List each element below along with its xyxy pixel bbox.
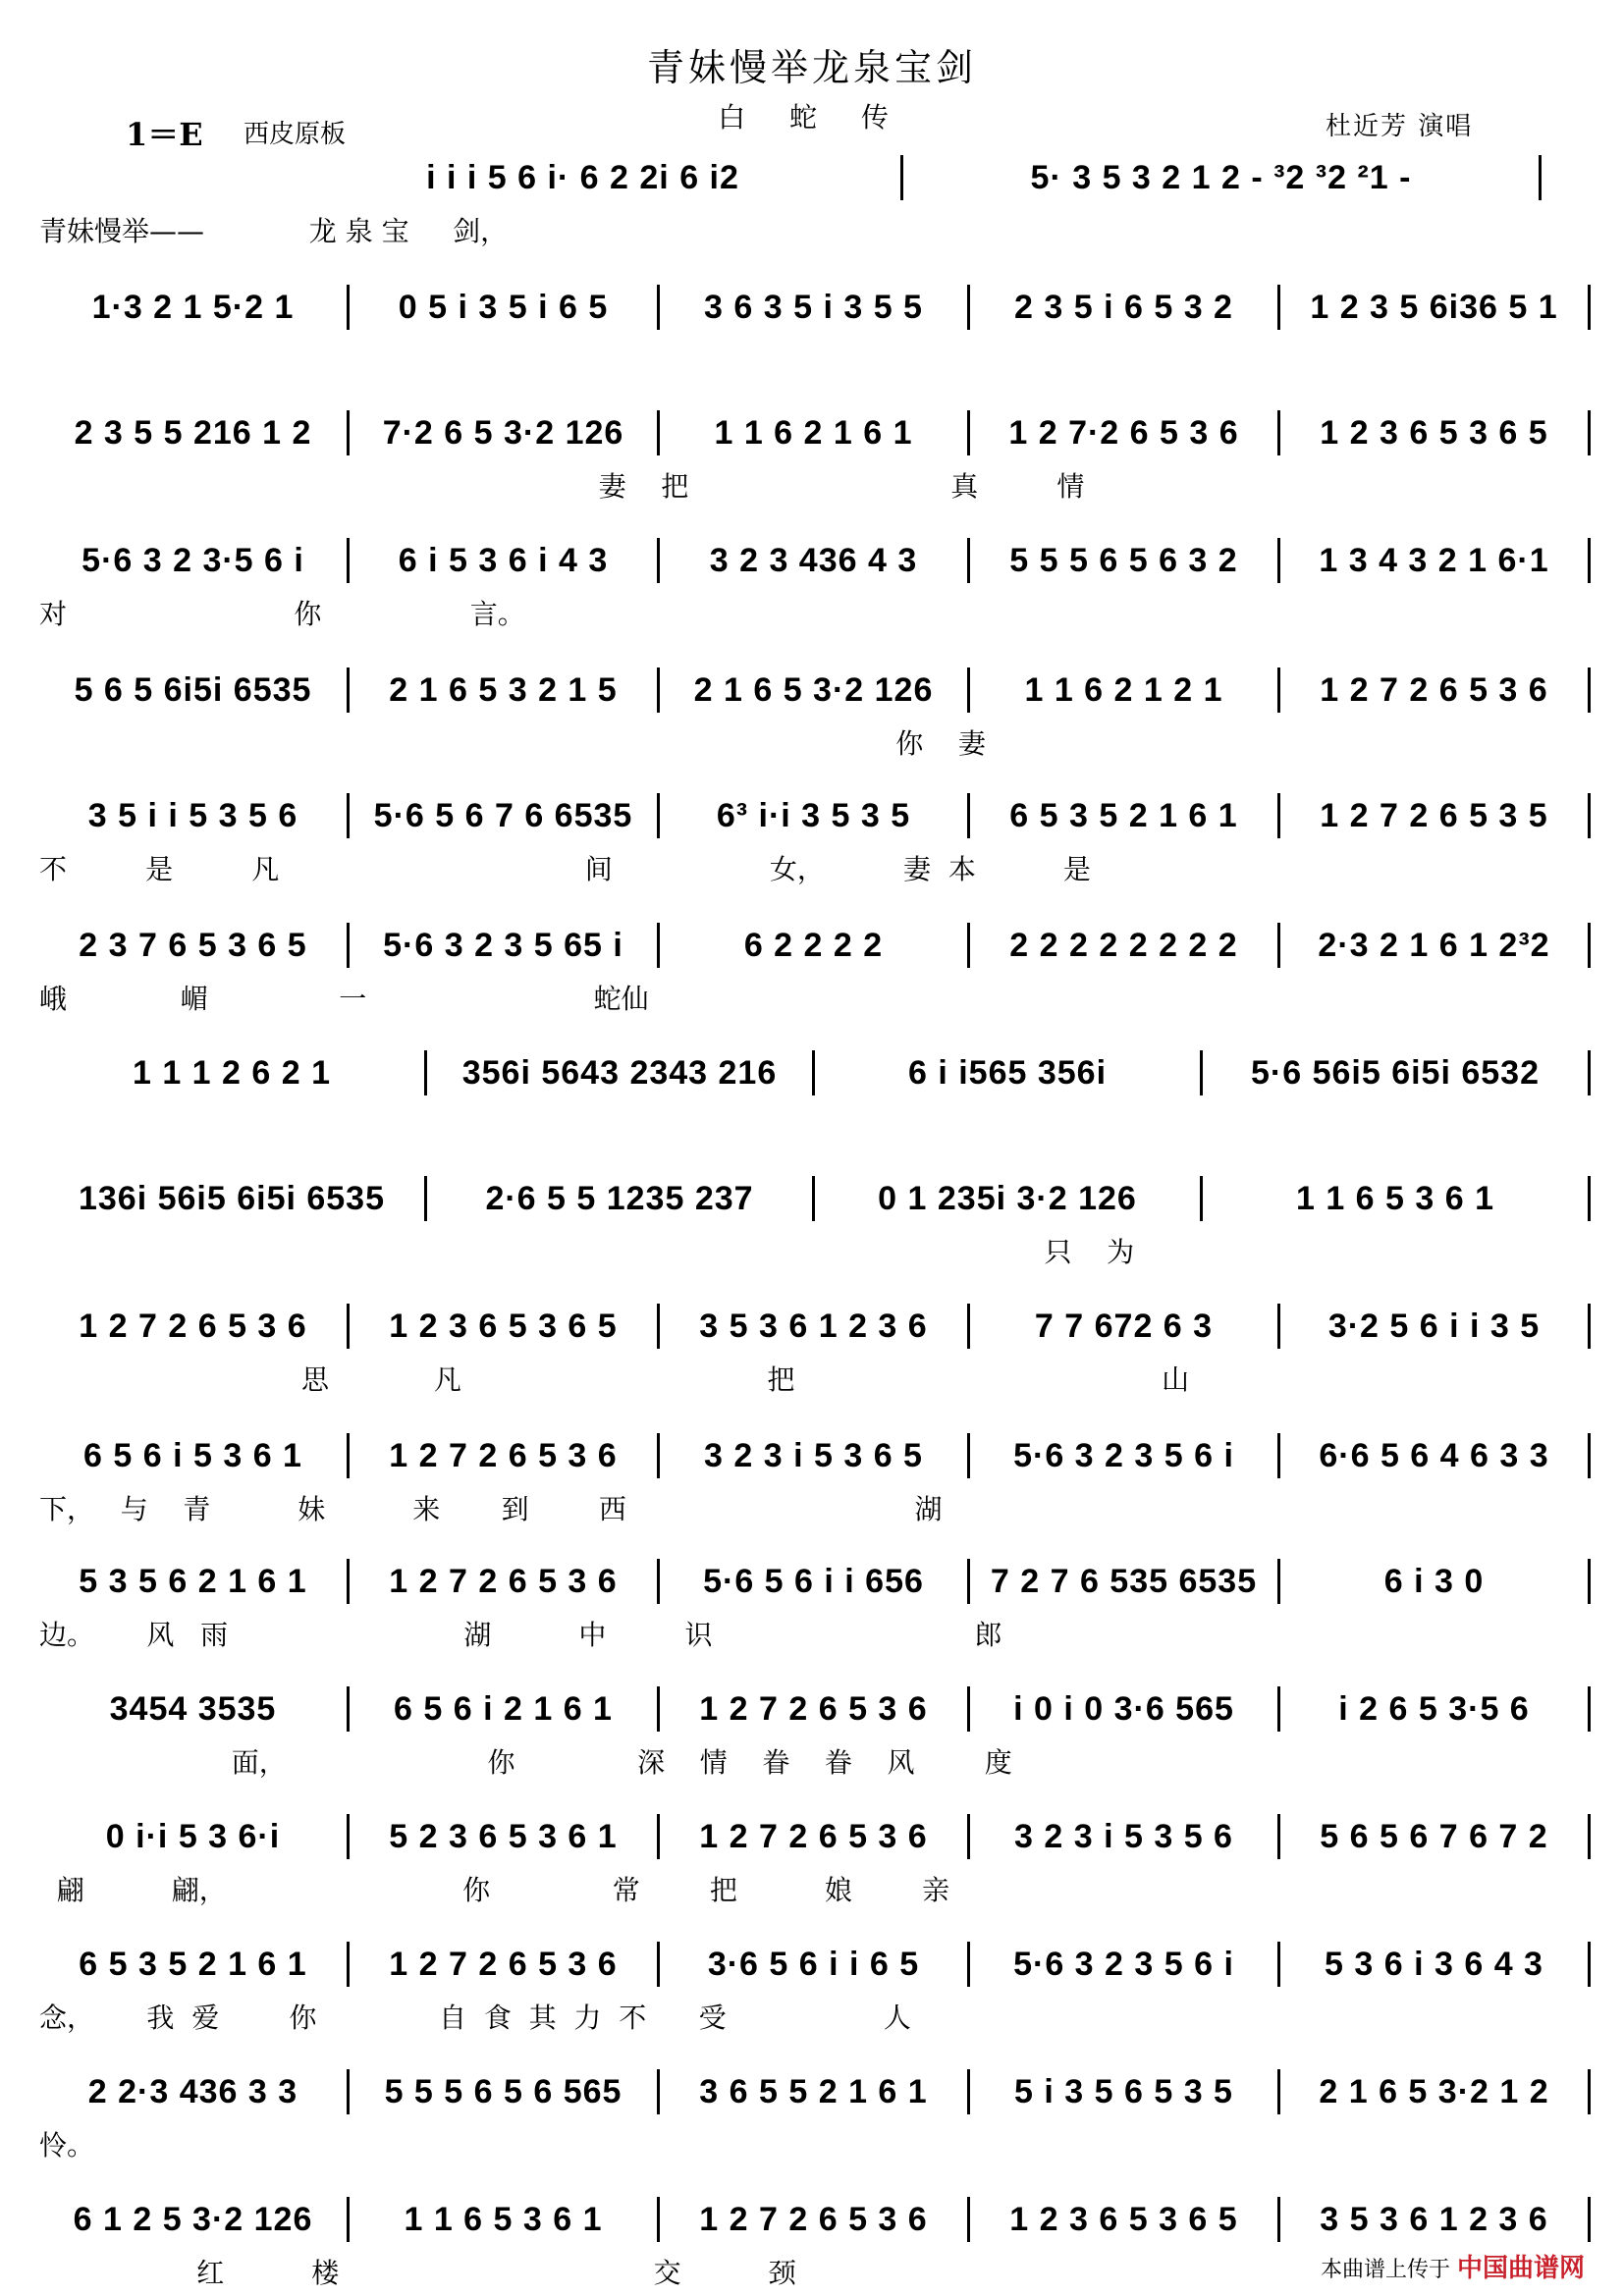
- measure: 3 2 3 i 5 3 5 6: [970, 1814, 1280, 1859]
- measure: 2·3 2 1 6 1 2³2: [1280, 923, 1591, 968]
- opera-name: 白 蛇 传: [718, 101, 906, 133]
- measure: i 2 6 5 3·5 6: [1280, 1686, 1591, 1732]
- score-line: [39, 155, 1542, 247]
- notation-row: [39, 923, 1591, 968]
- lyric-row: 面， 你 深 情 眷 眷 风 度: [39, 1746, 1012, 1779]
- score-line: [39, 1176, 1591, 1268]
- lyric-row: 红 楼 交 颈: [39, 2257, 796, 2289]
- measure: 1 2 7 2 6 5 3 6: [39, 1304, 350, 1349]
- measure: 7 7 672 6 3: [970, 1304, 1280, 1349]
- lyric-row: [39, 340, 1591, 379]
- measure: 3 6 3 5 i 3 5 5: [660, 285, 970, 330]
- measure: 3454 3535: [39, 1686, 350, 1732]
- measure: 7 2 7 6 535 6535: [970, 1559, 1280, 1604]
- measure: 1 2 7 2 6 5 3 6: [1280, 667, 1591, 713]
- measure: 5 5 5 6 5 6 565: [350, 2069, 660, 2114]
- measure: 0 i·i 5 3 6·i: [39, 1814, 350, 1859]
- score-line: [39, 285, 1591, 346]
- measure: 1 2 7 2 6 5 3 6: [660, 1814, 970, 1859]
- measure: 6 i 5 3 6 i 4 3: [350, 538, 660, 583]
- measure: 1 2 7 2 6 5 3 6: [660, 1686, 970, 1732]
- measure: 3 5 3 6 1 2 3 6: [660, 1304, 970, 1349]
- measure: 1 2 7 2 6 5 3 6: [350, 1433, 660, 1478]
- notation-row: [39, 2197, 1591, 2242]
- measure: 2 3 5 i 6 5 3 2: [970, 285, 1280, 330]
- notation-row: [39, 1433, 1591, 1478]
- measure: 6 i 3 0: [1280, 1559, 1591, 1604]
- measure: 1 2 3 6 5 3 6 5: [1280, 410, 1591, 455]
- site-logo[interactable]: 中国曲谱网: [1456, 2254, 1585, 2283]
- measure: 3·6 5 6 i i 6 5: [660, 1942, 970, 1987]
- measure: 6 2 2 2 2: [660, 923, 970, 968]
- score-line: [39, 1942, 1591, 2034]
- lyric-row: 不 是 凡 间 女， 妻 本 是: [39, 853, 1091, 885]
- lyric-row: 怜。: [39, 2129, 95, 2162]
- measure: 5 2 3 6 5 3 6 1: [350, 1814, 660, 1859]
- score-line: [39, 1304, 1591, 1396]
- measure: 6 5 3 5 2 1 6 1: [39, 1942, 350, 1987]
- measure: 6 1 2 5 3·2 126: [39, 2197, 350, 2242]
- upload-text: 本曲谱上传于: [1320, 2258, 1450, 2282]
- measure: 2 1 6 5 3 2 1 5: [350, 667, 660, 713]
- measure: 3 5 i i 5 3 5 6: [39, 793, 350, 838]
- notation-row: [39, 410, 1591, 455]
- measure: 6·6 5 6 4 6 3 3: [1280, 1433, 1591, 1478]
- notation-row: [39, 1304, 1591, 1349]
- measure: i i i 5 6 i· 6 2 2i 6 i2: [265, 155, 903, 200]
- measure: 1 2 3 5 6i36 5 1: [1280, 285, 1591, 330]
- score-line: [39, 538, 1591, 630]
- lyric-row: 思 凡 把 山: [39, 1363, 1190, 1396]
- measure: 1 2 7 2 6 5 3 5: [1280, 793, 1591, 838]
- measure: 2 2 2 2 2 2 2 2: [970, 923, 1280, 968]
- measure: 5 6 5 6i5i 6535: [39, 667, 350, 713]
- measure: 1 2 7 2 6 5 3 6: [660, 2197, 970, 2242]
- notation-row: [39, 793, 1591, 838]
- measure: 5 5 5 6 5 6 3 2: [970, 538, 1280, 583]
- measure: 2 3 7 6 5 3 6 5: [39, 923, 350, 968]
- notation-row: [39, 1176, 1591, 1221]
- singer-credit: 杜近芳 演唱: [1326, 112, 1474, 141]
- notation-row: [39, 538, 1591, 583]
- page-title: 青妹慢举龙泉宝剑: [646, 46, 977, 89]
- score-line: [39, 410, 1591, 503]
- measure: 5·6 56i5 6i5i 6532: [1203, 1050, 1591, 1095]
- measure: 1 1 6 2 1 6 1: [660, 410, 970, 455]
- measure: 3 2 3 436 4 3: [660, 538, 970, 583]
- measure: 5·6 5 6 i i 656: [660, 1559, 970, 1604]
- measure: 5· 3 5 3 2 1 2 - ³2 ³2 ²1 -: [903, 155, 1542, 200]
- lyric-row: 峨 嵋 一 蛇仙: [39, 983, 649, 1015]
- score-line: [39, 1559, 1591, 1651]
- measure: 6 5 6 i 2 1 6 1: [350, 1686, 660, 1732]
- lyric-row: [39, 1105, 1591, 1145]
- measure: 1 1 1 2 6 2 1: [39, 1050, 427, 1095]
- measure: i 0 i 0 3·6 565: [970, 1686, 1280, 1732]
- lyric-row: 边。 风 雨 湖 中 识 郎: [39, 1619, 1002, 1651]
- measure: 1·3 2 1 5·2 1: [39, 285, 350, 330]
- measure: 3 2 3 i 5 3 6 5: [660, 1433, 970, 1478]
- lyric-row: 对 你 言。: [39, 598, 525, 630]
- score-line: [39, 923, 1591, 1015]
- measure: 1 2 7·2 6 5 3 6: [970, 410, 1280, 455]
- notation-row: [39, 285, 1591, 330]
- score-line: [39, 2069, 1591, 2162]
- measure: 1 1 6 2 1 2 1: [970, 667, 1280, 713]
- measure: 2·6 5 5 1235 237: [427, 1176, 815, 1221]
- score-line: [39, 1686, 1591, 1779]
- footer-credit: [1321, 2248, 1585, 2284]
- measure: 2 2·3 436 3 3: [39, 2069, 350, 2114]
- measure: 5 3 6 i 3 6 4 3: [1280, 1942, 1591, 1987]
- score-line: [39, 793, 1591, 885]
- score-line: [39, 1433, 1591, 1525]
- measure: 5 3 5 6 2 1 6 1: [39, 1559, 350, 1604]
- measure: 1 2 3 6 5 3 6 5: [350, 1304, 660, 1349]
- lyric-row: 妻 把 真 情: [39, 470, 1085, 503]
- measure: 2 1 6 5 3·2 126: [660, 667, 970, 713]
- notation-row: [39, 1686, 1591, 1732]
- measure: 5 6 5 6 7 6 7 2: [1280, 1814, 1591, 1859]
- measure: 2 3 5 5 216 1 2: [39, 410, 350, 455]
- measure: 3 5 3 6 1 2 3 6: [1280, 2197, 1591, 2242]
- lyric-row: 你 妻: [39, 727, 986, 760]
- key-signature: 1＝E: [126, 116, 203, 153]
- score-line: [39, 1814, 1591, 1906]
- measure: 3 6 5 5 2 1 6 1: [660, 2069, 970, 2114]
- measure: 6 5 6 i 5 3 6 1: [39, 1433, 350, 1478]
- score-line: [39, 1050, 1591, 1111]
- measure: 7·2 6 5 3·2 126: [350, 410, 660, 455]
- measure: 1 2 7 2 6 5 3 6: [350, 1559, 660, 1604]
- measure: 5·6 3 2 3 5 6 i: [970, 1942, 1280, 1987]
- measure: 1 3 4 3 2 1 6·1: [1280, 538, 1591, 583]
- lyric-row: 翩 翩， 你 常 把 娘 亲: [39, 1874, 950, 1906]
- measure: 1 2 7 2 6 5 3 6: [350, 1942, 660, 1987]
- notation-row: [39, 2069, 1591, 2114]
- measure: 5·6 5 6 7 6 6535: [350, 793, 660, 838]
- notation-row: [39, 1559, 1591, 1604]
- notation-row: [39, 667, 1591, 713]
- score-line: [39, 667, 1591, 760]
- notation-row: [39, 1942, 1591, 1987]
- measure: 5 i 3 5 6 5 3 5: [970, 2069, 1280, 2114]
- measure: 2 1 6 5 3·2 1 2: [1280, 2069, 1591, 2114]
- measure: 5·6 3 2 3 5 6 i: [970, 1433, 1280, 1478]
- measure: 0 5 i 3 5 i 6 5: [350, 285, 660, 330]
- notation-row: [39, 1814, 1591, 1859]
- measure: 6 5 3 5 2 1 6 1: [970, 793, 1280, 838]
- lyric-row: 青妹慢举—— 龙 泉 宝 剑，: [39, 215, 509, 247]
- measure: 3·2 5 6 i i 3 5: [1280, 1304, 1591, 1349]
- notation-row: [39, 1050, 1591, 1095]
- measure: 5·6 3 2 3 5 65 i: [350, 923, 660, 968]
- measure: 5·6 3 2 3·5 6 i: [39, 538, 350, 583]
- lyric-row: 下， 与 青 妹 来 到 西 湖: [39, 1493, 943, 1525]
- lyric-row: 只 为: [39, 1236, 1135, 1268]
- notation-row: [265, 155, 1542, 200]
- measure: 6 i i565 356i: [815, 1050, 1203, 1095]
- measure: 1 2 3 6 5 3 6 5: [970, 2197, 1280, 2242]
- tempo-marking: 西皮原板: [244, 120, 347, 149]
- lyric-row: 念， 我 爱 你 自 食 其 力 不 受 人: [39, 2002, 911, 2034]
- measure: 6³ i·i 3 5 3 5: [660, 793, 970, 838]
- measure: 0 1 235i 3·2 126: [815, 1176, 1203, 1221]
- measure: 356i 5643 2343 216: [427, 1050, 815, 1095]
- measure: 1 1 6 5 3 6 1: [350, 2197, 660, 2242]
- measure: 1 1 6 5 3 6 1: [1203, 1176, 1591, 1221]
- measure: 136i 56i5 6i5i 6535: [39, 1176, 427, 1221]
